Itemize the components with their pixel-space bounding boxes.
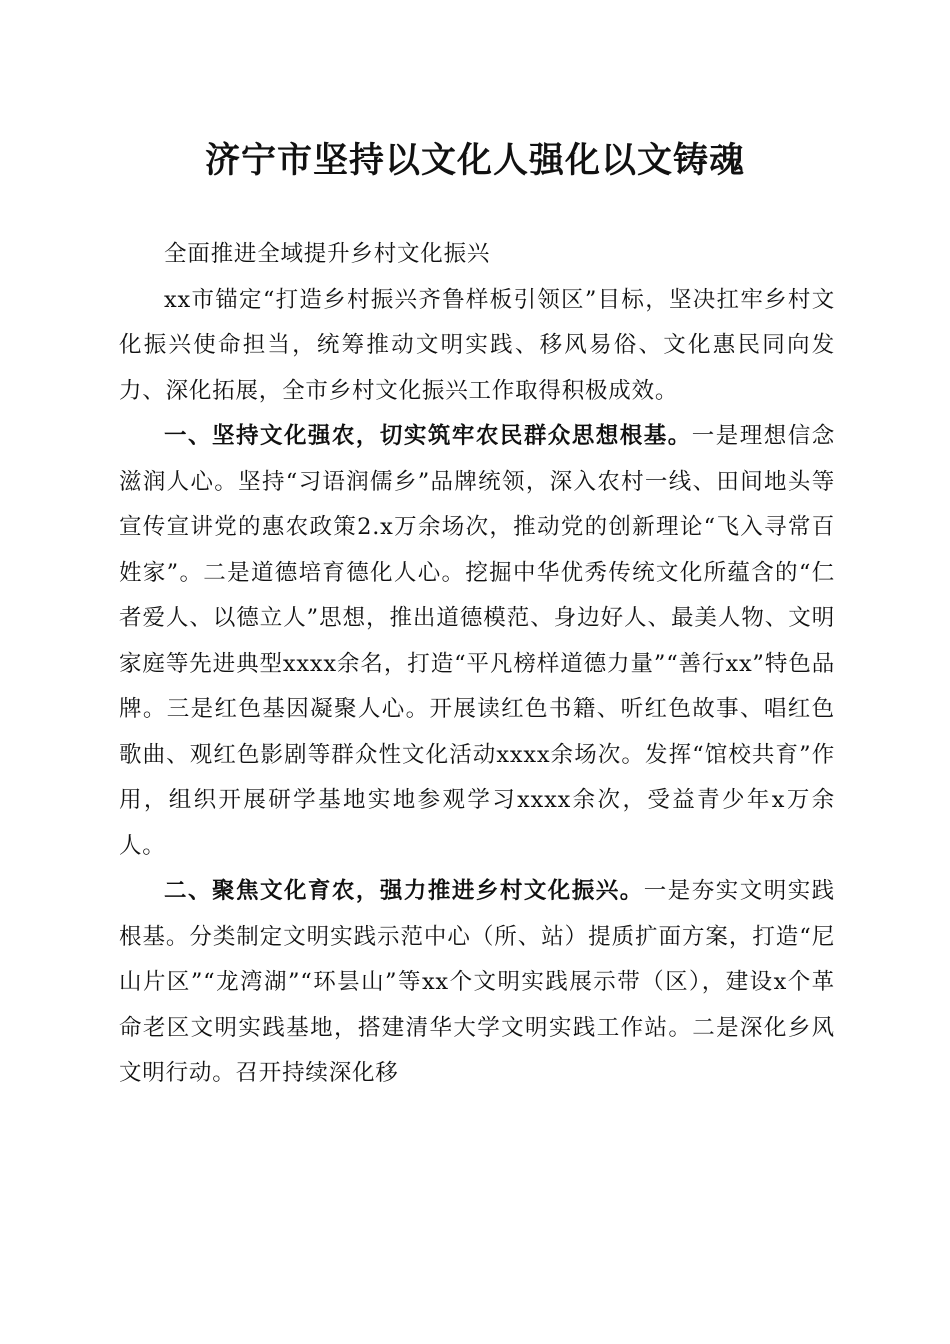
- document-body: [119, 232, 835, 1097]
- intro-paragraph: xx市锚定“打造乡村振兴齐鲁样板引领区”目标，坚决扛牢乡村文化振兴使命担当，统筹推动文明实践、移风易俗、文化惠民同向发力、深化拓展，全市乡村文化振兴工作取得积极成效。: [119, 286, 835, 404]
- section-paragraph-1: [119, 414, 835, 869]
- section-heading-1: 一、坚持文化强农，切实筑牢农民群众思想根基。: [164, 423, 692, 449]
- section-heading-2: 二、聚焦文化育农，强力推进乡村文化振兴。: [164, 878, 644, 904]
- section-text-2: 一是夯实文明实践根基。分类制定文明实践示范中心（所、站）提质扩面方案，打造“尼山片区”“龙湾湖”“环昙山”等xx个文明实践展示带（区），建设x个革命老区文明实践基地，搭建清华大学文明实践工作站。二是深化乡风文明行动。召开持续深化移: [119, 878, 835, 1086]
- section-text-1: 一是理想信念滋润人心。坚持“习语润儒乡”品牌统领，深入农村一线、田间地头等宣传宣讲党的惠农政策2.x万余场次，推动党的创新理论“飞入寻常百姓家”。二是道德培育德化人心。挖掘中华优秀传统文化所蕴含的“仁者爱人、以德立人”思想，推出道德模范、身边好人、最美人物、文明家庭等先进典型xxxx余名，打造“平凡榜样道德力量”“善行xx”特色品牌。三是红色基因凝聚人心。开展读红色书籍、听红色故事、唱红色歌曲、观红色影剧等群众性文化活动xxxx余场次。发挥“馆校共育”作用，组织开展研学基地实地参观学习xxxx余次，受益青少年x万余人。: [119, 423, 835, 859]
- section-paragraph-2: [119, 869, 835, 1097]
- document-title: 济宁市坚持以文化人强化以文铸魂: [204, 140, 745, 181]
- subtitle-paragraph: 全面推进全域提升乡村文化振兴: [164, 241, 491, 267]
